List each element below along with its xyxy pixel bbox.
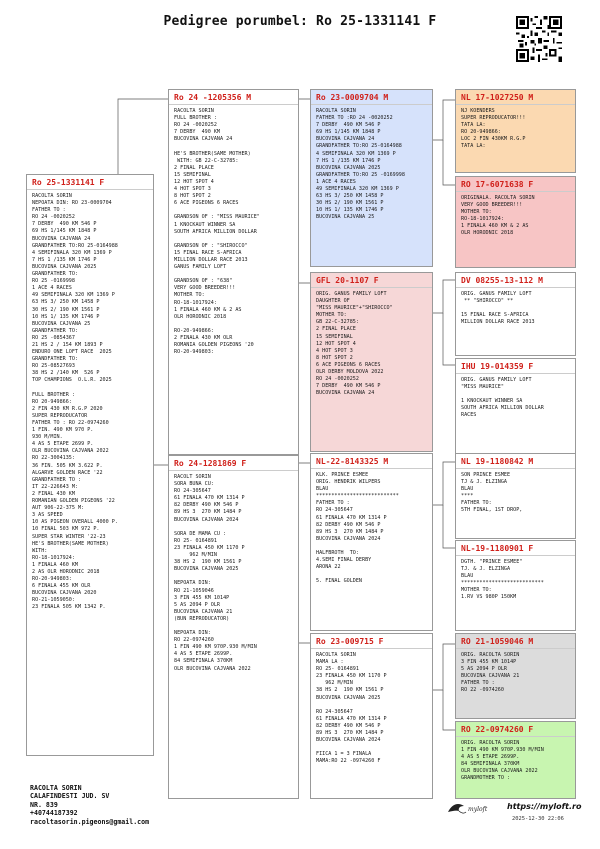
- card-dam-body: RACOLT SORIN SORA BUNA CU: RO 24-305647 61 FINALA 470 KM 1314 P 82 DERBY 490 KM 546 P 89 HS 3 270 KM 1484 P BUCOVINA CAJVANA 2024 SORA DE MAMA CU : RO 25- 0164891 23 FINALA 450 KM 1170 P 962 M/MIN 38 HS 2 190 KM 1561 P BUCOVINA CAJVANA 2025 NEPOATA DIN: RO 21-1059046 3 FIN 455 KM 1014P 5 AS 2094 P OLR BUCOVINA CAJVANA 21 (BUN REPRODUCATOR) NEPOATA DIN: RO 22-0974260 1 FIN 490 KM 970P.930 M/MIN 4 AS 5 ETAPE 2699P. 84 SEMIFINALA 370KM OLR BUCOVINA CAJVANA 2022: [174, 474, 257, 672]
- card-dam-dam: [310, 633, 433, 799]
- card-dam-dam-body: RACOLTA SORIN MAMA LA : RO 25- 0164891 23 FINALA 450 KM 1170 P 962 M/MIN 38 HS 2 190 KM 1561 P BUCOVINA CAJVANA 2025 RO 24-305647 61 FINALA 470 KM 1314 P 82 DERBY 490 KM 546 P 89 HS 3 270 KM 1484 P BUCOVINA CAJVANA 2024 FIICA 1 = 3 FINALA MAMA:RO 22 -0974260 F: [316, 652, 387, 765]
- card-sire-body: RACOLTA SORIN FULL BROTHER : RO 24 -0020252 7 DERBY 490 KM BUCOVINA CAJVANA 24 HE'S BROTHER(SAME MOTHER) WITH: GB 22-C-32785: 2 FINAL PLACE 15 SEMIFINAL 12 HOT SPOT 4 4 HOT SPOT 3 8 HOT SPOT 2 6 ACE PIGEONS 6 RACES GRANDSON OF : "MISS MAURICE" 1 KNOCKAUT WINNER SA SOUTH AFRICA MILLION DOLLAR GRANDSON OF : "SHIROCCO" 15 FINAL RACE S-AFRICA MILLION DOLLAR RACE 2013 GANUS FAMILY LOFT GRANDSON OF : "638" VERY GOOD BREEDER!!! MOTHER TO: RO-18-1017924: 1 FINALA 460 KM & 2 AS OLR HORODNIC 2018 RO-20-949866: 2 FINALA 430 KM OLR ROMANIA GOLDEN PIGEONS '20 RO-20-949803:: [174, 108, 260, 356]
- card-dam: [168, 455, 299, 799]
- card-dam-sire: [310, 453, 433, 631]
- card-dds-header: RO 21-1059046 M: [456, 634, 575, 649]
- card-dam-dam-header: Ro 23-009715 F: [311, 634, 432, 649]
- card-subject: [26, 174, 154, 756]
- card-subject-body: RACOLTA SORIN NEPOATA DIN: RO 23-0009704 FATHER TO : RO 24 -0020252 7 DERBY 490 KM 546 P 69 HS 1/145 KM 1848 P BUCOVINA CAJVANA 24 GRANDFATHER TO:RO 25-0164988 4 SEMIFINALA 320 KM 1369 P 7 HS 1 /135 KM 1746 P BUCOVINA CAJVANA 2025 GRANDFATHER TO: RO 25 -0169998 1 ACE 4 RACES 49 SEMIFINALA 320 KM 1369 P 63 HS 3/ 250 KM 1458 P 30 HS 2/ 190 KM 1561 P 10 HS 1/ 135 KM 1746 P BUCOVINA CAJVANA 25 GRANDFATHER TO: RO 25 -0854367 21 HS 2 / 154 KM 1893 P ENDURO ONE LOFT RACE 2025 GRANDFATHER TO: RO 25-08527693 38 HS 2 /140 KM 526 P TOP CHAMPIONS O.L.R. 2025 FULL BROTHER : RO 20-949866: 2 FIN 430 KM R.G.P 2020 SUPER REPRODUCATOR FATHER TO : RO 22-0974260 1 FIN. 490 KM 970 P. 930 M/MIN. 4 AS 5 ETAPE 2699 P. OLR BUCOVINA CAJVANA 2022 RO 22-3004135: 36 FIN. 505 KM 3.622 P. ALGARVE GOLDEN RACE '22 GRANDFATHER TO : IT 22-226643 M: 2 FINAL 430 KM ROMANIAN GOLDEN PIGEONS '22 AUT 906-22-375 M: 3 AS SPEED 10 AS PIGEON OVERALL 4000 P. 10 FINAL 503 KM 972 P. SUPER STAR WINTER '22-23 HE'S BROTHER(SAME MOTHER) WITH: RO-18-1017924: 1 FINALA 460 KM 2 AS OLR HORODNIC 2018 RO-20-949803: 6 FINALA 455 KM OLR BUCOVINA CAJVANA 2020 RO-21-1059050: 23 FINALA 505 KM 1342 P.: [32, 193, 118, 611]
- card-sire-dam-dam: [455, 358, 576, 454]
- card-dds-body: ORIG. RACOLTA SORIN 3 FIN 455 KM 1014P 5 AS 2094 P OLR BUCOVINA CAJVANA 21 FATHER TO : RO 22 -0974260: [461, 652, 520, 694]
- card-dam-sire-dam: [455, 540, 576, 631]
- card-sire-dam-body: ORIG. GANUS FAMILY LOFT DAUGHTER OF "MISS MAURICE"+"SHIROCCO" MOTHER TO: GB 22-C-32785: 2 FINAL PLACE 15 SEMIFINAL 12 HOT SPOT 4 4 HOT SPOT 3 8 HOT SPOT 2 6 ACE PIGEONS 6 RACES OLR DERBY MOLDOVA 2022 RO 24 -0020252 7 DERBY 490 KM 546 P BUCOVINA CAJVANA 24: [316, 291, 393, 397]
- card-dam-sire-sire: [455, 453, 576, 539]
- card-subject-header: Ro 25-1331141 F: [27, 175, 153, 190]
- card-ssd-header: RO 17-6071638 F: [456, 177, 575, 192]
- card-ddd-body: ORIG. RACOLTA SORIN 1 FIN 490 KM 970P.930 M/MIN 4 AS 5 ETAPE 2699P. 84 SEMIFINALA 370KM OLR BUCOVINA CAJVANA 2022 GRANDMOTHER TO :: [461, 740, 544, 782]
- qr-code-icon: [516, 16, 562, 62]
- card-dss-body: SON PRINCE ESMEE TJ & J. ELZINGA BLAU **** FATHER TO: 5TH FINAL, 1ST DROP,: [461, 472, 523, 514]
- card-dam-sire-header: NL-22-8143325 M: [311, 454, 432, 469]
- card-ssd-body: ORIGINALA. RACOLTA SORIN VERY GOOD BREEDER!!! MOTHER TO: RO-18-1017924: 1 FINALA 460 KM & 2 AS OLR HORODNIC 2018: [461, 195, 535, 237]
- card-dam-dam-sire: [455, 633, 576, 719]
- card-sire-sire-dam: [455, 176, 576, 268]
- card-dsd-header: NL-19-1180901 F: [456, 541, 575, 556]
- card-sss-body: NJ KOENDERS SUPER REPRODUCATOR!!! TATA LA: RO 20-949866: LOC 2 FIN 430KM R.G.P TATA LA:: [461, 108, 526, 150]
- card-sire-dam: [310, 272, 433, 452]
- card-dam-header: Ro 24-1281869 F: [169, 456, 298, 471]
- card-sds-body: ORIG. GANUS FAMILY LOFT ** "SHIROCCO" ** 15 FINAL RACE S-AFRICA MILLION DOLLAR RACE 2013: [461, 291, 535, 326]
- card-sire-dam-sire: [455, 272, 576, 356]
- card-ddd-header: RO 22-0974260 F: [456, 722, 575, 737]
- card-sire-sire-header: Ro 23-0009704 M: [311, 90, 432, 105]
- card-sdd-header: IHU 19-014359 F: [456, 359, 575, 374]
- card-sire-sire: [310, 89, 433, 267]
- page-title: Pedigree porumbel: Ro 25-1331141 F: [163, 14, 437, 29]
- card-sire-sire-sire: [455, 89, 576, 173]
- timestamp: 2025-12-30 22:06: [512, 816, 564, 822]
- website-link[interactable]: https://myloft.ro: [507, 802, 582, 811]
- card-sire-dam-header: GFL 20-1107 F: [311, 273, 432, 288]
- card-sire-sire-body: RACOLTA SORIN FATHER TO :RO 24 -0020252 7 DERBY 490 KM 546 P 69 HS 1/145 KM 1848 P BUCOVINA CAJVANA 24 GRANDFATHER TO:RO 25-0164988 4 SEMIFINALA 320 KM 1369 P 7 HS 1 /135 KM 1746 P BUCOVINA CAJVANA 2025 GRANDFATHER TO:RO 25 -0169998 1 ACE 4 RACES 49 SEMIFINALA 320 KM 1369 P 63 HS 3/ 250 KM 1458 P 30 HS 2/ 190 KM 1561 P 10 HS 1/ 135 KM 1746 P BUCOVINA CAJVANA 25: [316, 108, 405, 221]
- card-sire-header: Ro 24 -1205356 M: [169, 90, 298, 105]
- card-dss-header: NL 19-1180842 M: [456, 454, 575, 469]
- card-dam-sire-body: KLK. PRINCE ESMEE ORIG. HENDRIK WILPERS BLAU *************************** FATHER TO : RO 24-305647 61 FINALA 470 KM 1314 P 82 DERBY 490 KM 546 P 89 HS 3 270 KM 1484 P BUCOVINA CAJVANA 2024 HALFBROTH TO: 4.SEMI FINAL DERBY ARONA 22 5. FINAL GOLDEN: [316, 472, 399, 585]
- owner-contact: RACOLTA SORIN CALAFINDESTI JUD. SV NR. 839 +40744187392 racoltasorin.pigeons@gmail.com: [30, 784, 150, 826]
- card-sdd-body: ORIG. GANUS FAMILY LOFT "MISS MAURICE" 1 KNOCKAUT WINNER SA SOUTH AFRICA MILLION DOLLAR RACES: [461, 377, 544, 419]
- logo-text: myloft: [468, 806, 488, 813]
- card-sss-header: NL 17-1027250 M: [456, 90, 575, 105]
- card-sds-header: DV 08255-13-112 M: [456, 273, 575, 288]
- card-sire: [168, 89, 299, 455]
- card-dsd-body: DGTH. "PRINCE ESMEE" TJ. & J. ELZINGA BLAU *************************** MOTHER TO: 1.RV VS 980P 150KM: [461, 559, 544, 601]
- card-dam-dam-dam: [455, 721, 576, 799]
